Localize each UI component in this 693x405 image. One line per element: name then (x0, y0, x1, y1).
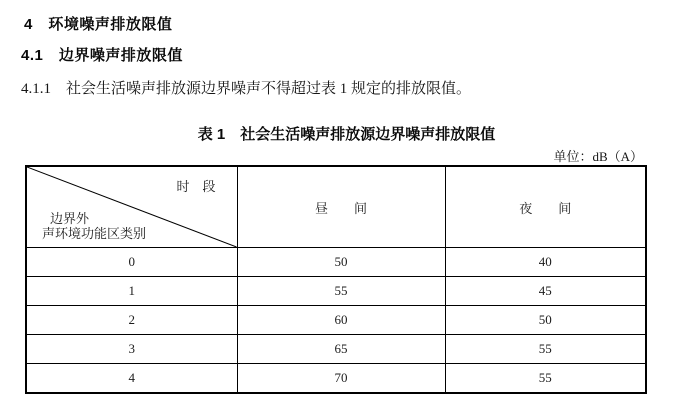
cell-day-value: 55 (237, 277, 445, 306)
cell-night-value: 45 (445, 277, 646, 306)
table-row (26, 277, 646, 306)
corner-zone-label (42, 211, 146, 241)
corner-zone-line1: 边界外 (50, 211, 90, 226)
table-row (26, 306, 646, 335)
cell-day-value: 60 (237, 306, 445, 335)
cell-night-value: 55 (445, 335, 646, 364)
cell-category: 0 (26, 248, 237, 277)
corner-cell (26, 166, 237, 248)
table-row (26, 364, 646, 393)
cell-day-value: 65 (237, 335, 445, 364)
unit-label: 单位：dB（A） (553, 149, 643, 164)
cell-category: 1 (26, 277, 237, 306)
noise-limits-table (25, 165, 647, 394)
table-row (26, 248, 646, 277)
table-title: 表 1 社会生活噪声排放源边界噪声排放限值 (197, 126, 496, 143)
clause-text: 4.1.1 社会生活噪声排放源边界噪声不得超过表 1 规定的排放限值。 (21, 81, 472, 97)
subsection-heading: 4.1 边界噪声排放限值 (21, 47, 183, 64)
column-header-day: 昼 间 (237, 166, 445, 248)
corner-time-label: 时 段 (176, 179, 216, 194)
cell-category: 3 (26, 335, 237, 364)
cell-night-value: 55 (445, 364, 646, 393)
cell-day-value: 70 (237, 364, 445, 393)
cell-day-value: 50 (237, 248, 445, 277)
cell-night-value: 50 (445, 306, 646, 335)
section-heading: 4 环境噪声排放限值 (24, 16, 173, 33)
column-header-night: 夜 间 (445, 166, 646, 248)
table-header-row (26, 166, 646, 248)
corner-zone-line2: 声环境功能区类别 (42, 226, 147, 241)
table-row (26, 335, 646, 364)
cell-category: 2 (26, 306, 237, 335)
cell-night-value: 40 (445, 248, 646, 277)
cell-category: 4 (26, 364, 237, 393)
